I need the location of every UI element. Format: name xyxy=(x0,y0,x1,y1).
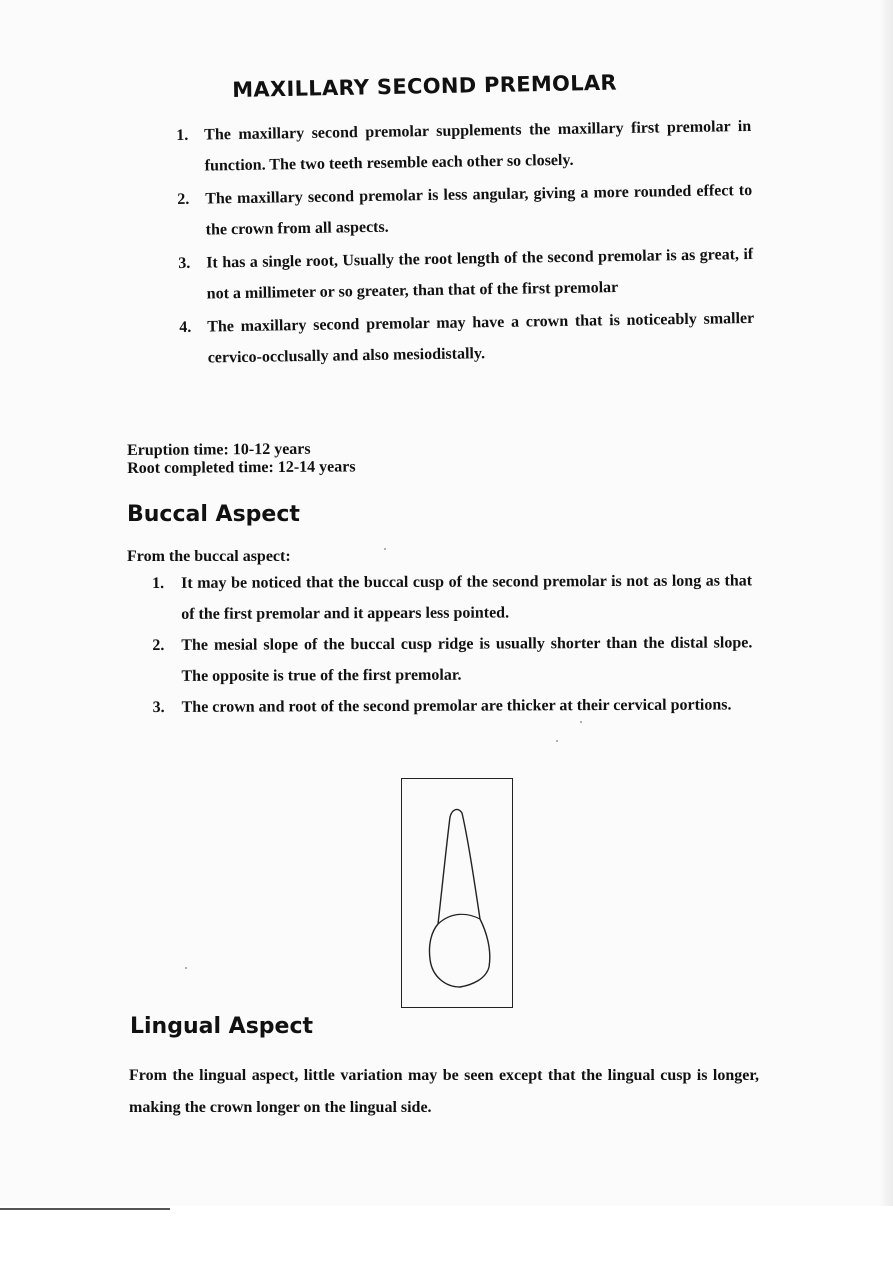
lingual-paragraph: From the lingual aspect, little variation may be seen except that the lingual cusp is longer, making the crown longer on the lingual side. xyxy=(129,1067,759,1116)
list-number: 2. xyxy=(152,636,165,654)
buccal-list xyxy=(152,565,753,723)
paper-speck xyxy=(580,721,582,723)
root-completed-time: Root completed time: 12-14 years xyxy=(127,458,356,477)
buccal-lead: From the buccal aspect: xyxy=(127,548,291,565)
page-bottom-edge-line xyxy=(0,1208,170,1210)
intro-list xyxy=(176,111,755,376)
list-number: 1. xyxy=(152,574,165,592)
page-edge-shadow xyxy=(879,0,893,1263)
list-item-text: The maxillary second premolar may have a crown that is noticeably smaller cervico-occlusally and also mesiodistally. xyxy=(207,309,755,367)
intro-item-1 xyxy=(176,111,752,182)
paper-speck xyxy=(185,967,187,969)
buccal-item-2 xyxy=(152,627,752,692)
list-item-text: The crown and root of the second premolar are thicker at their cervical portions. xyxy=(181,696,732,716)
list-number: 4. xyxy=(179,318,192,336)
list-number: 3. xyxy=(152,698,165,716)
list-number: 1. xyxy=(176,126,189,144)
list-item-text: It may be noticed that the buccal cusp of the second premolar is not as long as that of the first premolar and it appears less pointed. xyxy=(181,572,753,623)
lingual-aspect-heading: Lingual Aspect xyxy=(130,1014,314,1039)
list-item-text: The mesial slope of the buccal cusp ridge is usually shorter than the distal slope. The opposite is true of the first premolar. xyxy=(181,634,753,685)
paper-speck xyxy=(384,548,386,550)
list-item-text: It has a single root, Usually the root length of the second premolar is as great, if not a millimeter or so greater, than that of the first premolar xyxy=(206,245,754,303)
timing-info xyxy=(127,440,356,478)
buccal-item-1 xyxy=(152,565,752,630)
intro-item-3 xyxy=(178,239,754,310)
list-item-text: The maxillary second premolar is less angular, giving a more rounded effect to the crown from all aspects. xyxy=(205,181,753,239)
buccal-item-3 xyxy=(153,689,753,723)
intro-item-4 xyxy=(179,303,755,374)
list-item-text: The maxillary second premolar supplements the maxillary first premolar in function. The two teeth resemble each other so closely. xyxy=(204,117,752,175)
list-number: 2. xyxy=(177,190,190,208)
paper-speck xyxy=(556,740,558,742)
page-title: MAXILLARY SECOND PREMOLAR xyxy=(232,70,618,102)
tooth-figure xyxy=(401,778,513,1008)
eruption-time: Eruption time: 10-12 years xyxy=(127,440,311,459)
list-number: 3. xyxy=(178,254,191,272)
tooth-outline-buccal-view-icon xyxy=(402,779,514,1009)
intro-item-2 xyxy=(177,175,753,246)
buccal-aspect-heading: Buccal Aspect xyxy=(127,502,300,527)
page-bottom-margin xyxy=(0,1206,893,1263)
